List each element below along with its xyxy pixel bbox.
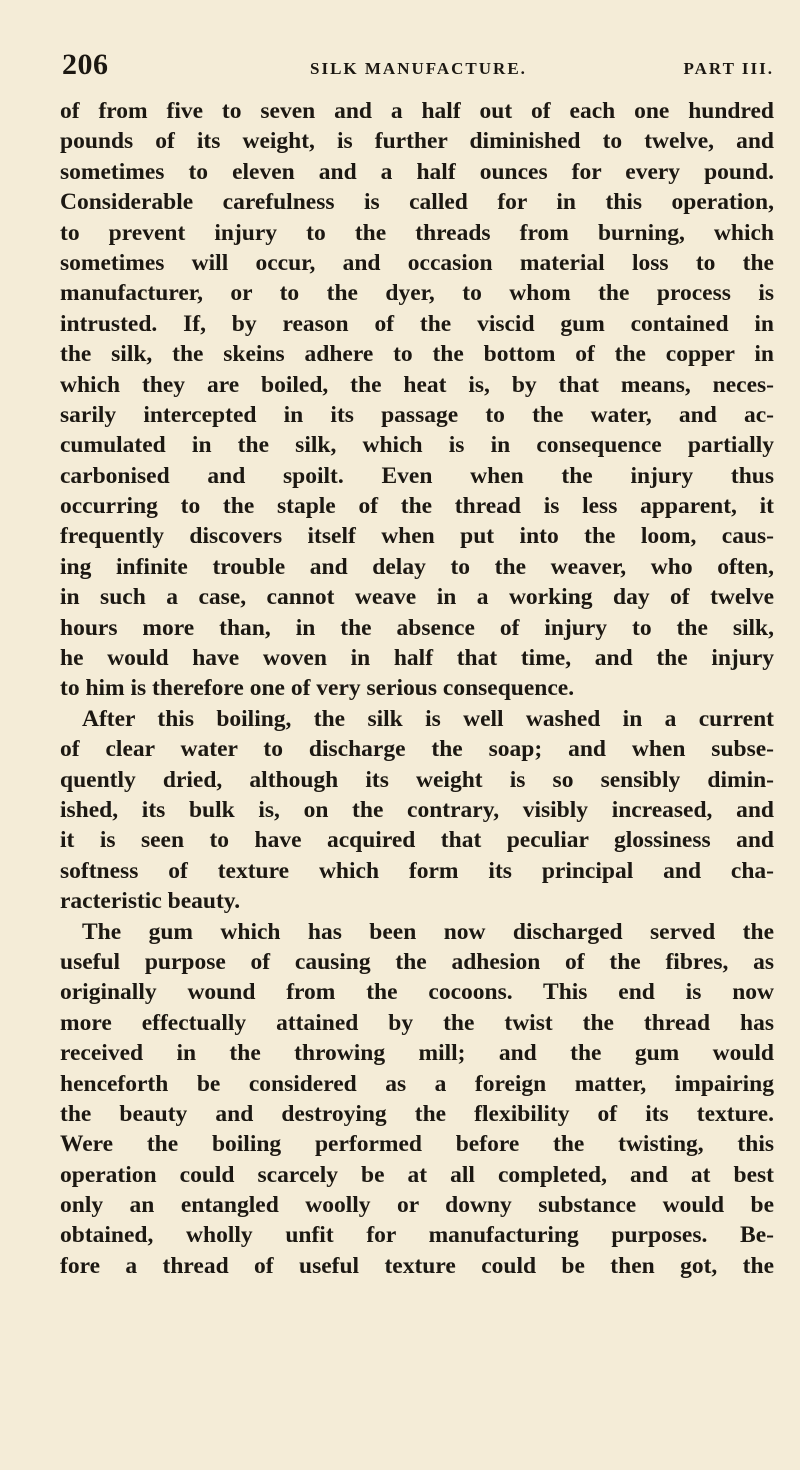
text-line: frequently discovers itself when put into the loom, caus- [60,523,774,550]
text-line: pounds of its weight, is further diminished to twelve, and [60,128,774,155]
text-line: fore a thread of useful texture could be then got, the [60,1252,774,1279]
text-line: intrusted. If, by reason of the viscid gum contained in [60,310,774,337]
text-line: occurring to the staple of the thread is less apparent, it [60,493,774,520]
text-line: racteristic beauty. [60,888,241,915]
text-line: softness of texture which form its principal and cha- [60,857,774,884]
text-line: quently dried, although its weight is so sensibly dimin- [60,766,774,793]
text-line: obtained, wholly unfit for manufacturing purposes. Be- [60,1222,774,1249]
text-line: sometimes will occur, and occasion material loss to the [60,249,774,276]
part-label: PART III. [683,59,774,78]
text-line: useful purpose of causing the adhesion of the fibres, as [60,948,774,975]
text-line: which they are boiled, the heat is, by that means, neces- [60,371,774,398]
text-line: only an entangled woolly or downy substance would be [60,1192,774,1219]
text-line: more effectually attained by the twist the thread has [60,1009,774,1036]
text-line: sometimes to eleven and a half ounces for every pound. [60,158,774,185]
text-line: carbonised and spoilt. Even when the injury thus [60,462,774,489]
text-line: After this boiling, the silk is well washed in a current [82,705,774,732]
page-number: 206 [62,48,109,81]
running-title: SILK MANUFACTURE. [310,59,527,78]
text-line: Were the boiling performed before the twisting, this [60,1131,774,1158]
text-line: Considerable carefulness is called for in this operation, [60,189,774,216]
text-line: ished, its bulk is, on the contrary, visibly increased, and [60,796,774,823]
text-line: of clear water to discharge the soap; and when subse- [60,736,774,763]
text-line: cumulated in the silk, which is in consequence partially [60,432,774,459]
text-line: sarily intercepted in its passage to the water, and ac- [60,401,774,428]
text-line: the silk, the skeins adhere to the bottom of the copper in [60,341,774,368]
text-line: in such a case, cannot weave in a working day of twelve [60,584,774,611]
text-line: received in the throwing mill; and the gum would [60,1040,774,1067]
text-line: ing infinite trouble and delay to the weaver, who often, [60,553,774,580]
text-line: the beauty and destroying the flexibility of its texture. [60,1100,774,1127]
text-line: to him is therefore one of very serious consequence. [60,675,575,702]
text-line: hours more than, in the absence of injury to the silk, [60,614,774,641]
text-line: henceforth be considered as a foreign matter, impairing [60,1070,774,1097]
text-line: to prevent injury to the threads from burning, which [60,219,774,246]
page-header [62,46,774,86]
text-line: originally wound from the cocoons. This end is now [60,979,774,1006]
text-line: of from five to seven and a half out of each one hundred [60,98,774,124]
text-line: he would have woven in half that time, and the injury [60,645,774,672]
body-text [60,96,774,1281]
text-line: operation could scarcely be at all completed, and at best [60,1161,774,1188]
text-line: it is seen to have acquired that peculiar glossiness and [60,827,774,854]
text-line: The gum which has been now discharged served the [82,918,774,945]
text-line: manufacturer, or to the dyer, to whom the process is [60,280,774,307]
